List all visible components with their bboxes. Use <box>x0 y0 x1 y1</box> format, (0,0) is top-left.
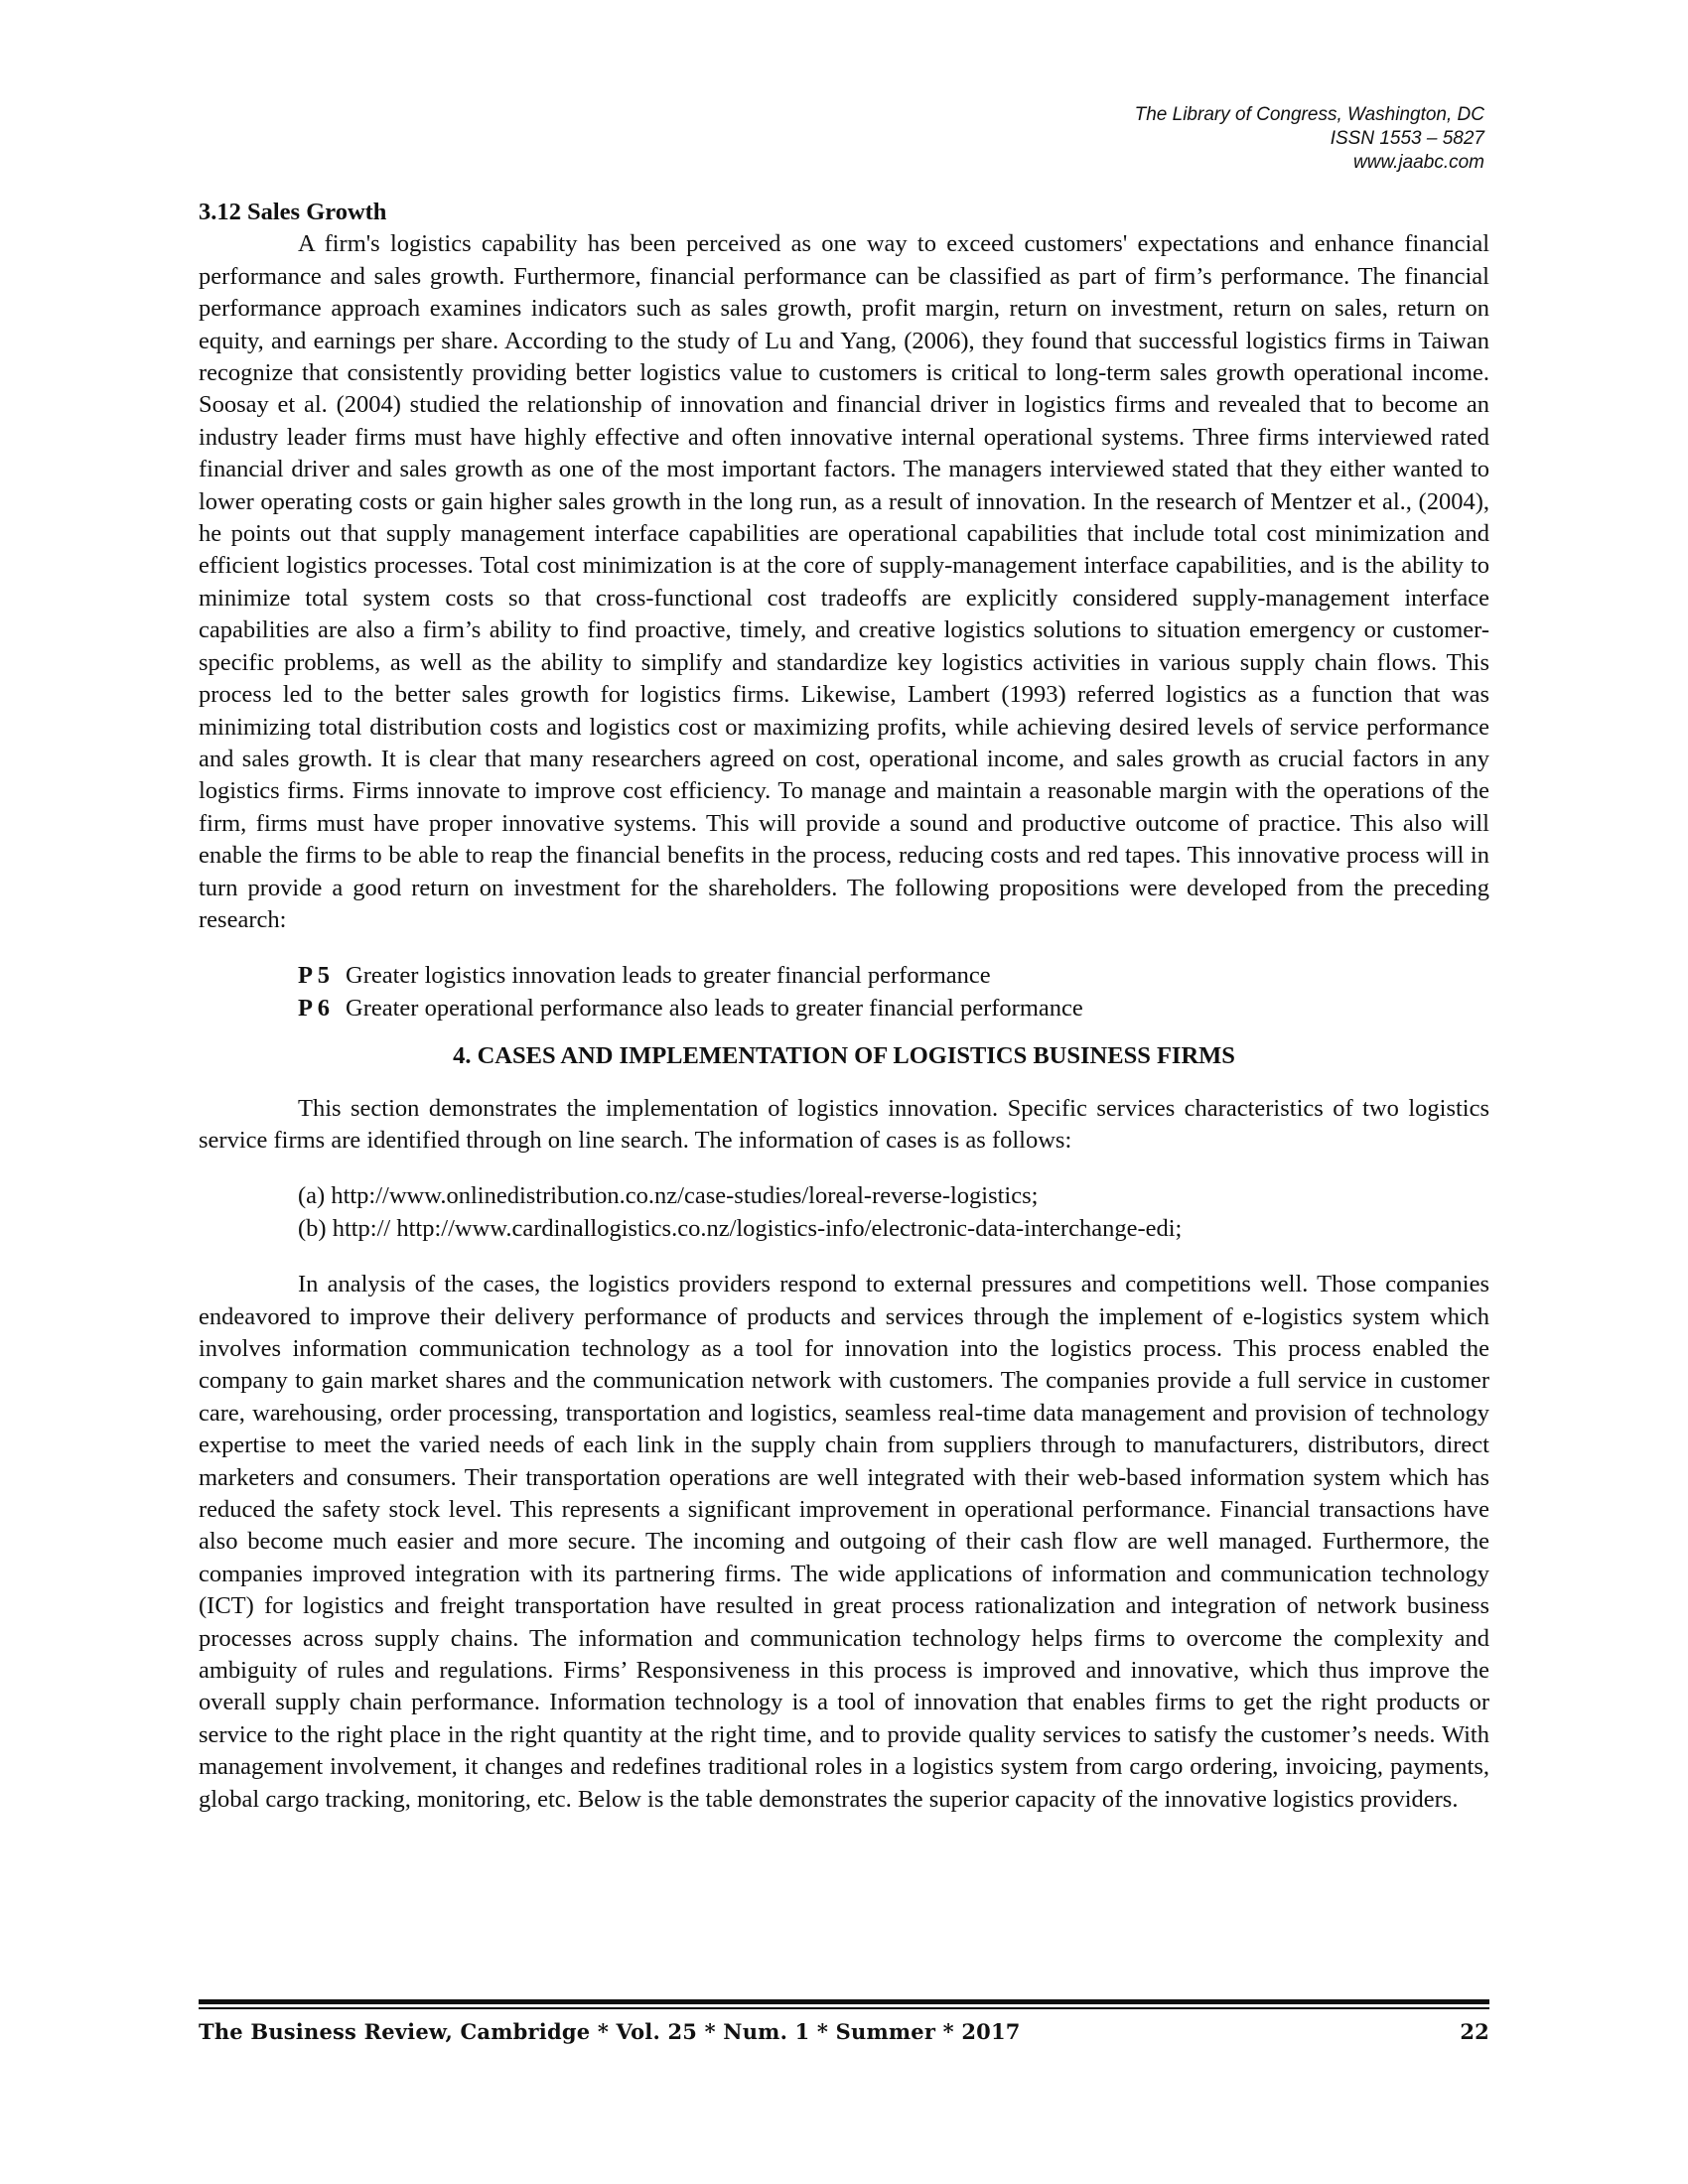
section-heading: 3.12 Sales Growth <box>199 199 387 225</box>
proposition-text: Greater operational performance also leads to greater financial performance <box>346 994 1083 1022</box>
proposition-item <box>298 960 1489 992</box>
analysis-paragraph: In analysis of the cases, the logistics providers respond to external pressures and competitions well. Those companies endeavored to improve their delivery performance of products and services through the implement of e-logistics system which involves information communication technology as a tool for innovation into the logistics process. This process enabled the company to gain market shares and the communication network with customers. The companies provide a full service in customer care, warehousing, order processing, transportation and logistics, seamless real-time data management and provision of technology expertise to meet the varied needs of each link in the supply chain from suppliers through to manufacturers, distributors, direct marketers and consumers. Their transportation operations are well integrated with their web-based information system which has reduced the safety stock level. This represents a significant improvement in operational performance. Financial transactions have also become much easier and more secure. The incoming and outgoing of their cash flow are well managed. Furthermore, the companies improved integration with its partnering firms. The wide applications of information and communication technology (ICT) for logistics and freight transportation have resulted in great process rationalization and integration of network business processes across supply chains. The information and communication technology helps firms to overcome the complexity and ambiguity of rules and regulations. Firms’ Responsiveness in this process is improved and innovative, which thus improve the overall supply chain performance. Information technology is a tool of innovation that enables firms to get the right products or service to the right place in the right quantity at the right time, and to provide quality services to satisfy the customer’s needs. With management involvement, it changes and redefines traditional roles in a logistics system from cargo ordering, invoicing, payments, global cargo tracking, monitoring, etc. Below is the table demonstrates the superior capacity of the innovative logistics providers. <box>199 1271 1489 1813</box>
footer-journal: The Business Review, Cambridge * Vol. 25 * Num. 1 * Summer * 2017 <box>199 2019 1021 2044</box>
page-body <box>199 197 1489 1816</box>
case-link: (b) http:// http://www.cardinallogistics.co.nz/logistics-info/electronic-data-interchange-edi; <box>298 1214 1183 1242</box>
proposition-label: P 5 <box>298 962 330 990</box>
propositions-list <box>298 960 1489 1024</box>
proposition-text: Greater logistics innovation leads to greater financial performance <box>346 962 991 990</box>
case-link: (a) http://www.onlinedistribution.co.nz/case-studies/loreal-reverse-logistics; <box>298 1182 1039 1210</box>
sales-growth-paragraph: A firm's logistics capability has been perceived as one way to exceed customers' expectations and enhance financial performance and sales growth. Furthermore, financial performance can be classified as part of firm’s performance. The financial performance approach examines indicators such as sales growth, profit margin, return on investment, return on sales, return on equity, and earnings per share. According to the study of Lu and Yang, (2006), they found that successful logistics firms in Taiwan recognize that consistently providing better logistics value to customers is critical to long-term sales growth operational income. Soosay et al. (2004) studied the relationship of innovation and financial driver in logistics firms and revealed that to become an industry leader firms must have highly effective and often innovative internal operational systems. Three firms interviewed rated financial driver and sales growth as one of the most important factors. The managers interviewed stated that they either wanted to lower operating costs or gain higher sales growth in the long run, as a result of innovation. In the research of Mentzer et al., (2004), he points out that supply management interface capabilities are operational capabilities that include total cost minimization and efficient logistics processes. Total cost minimization is at the core of supply-management interface capabilities, and is the ability to minimize total system costs so that cross-functional cost tradeoffs are explicitly considered supply-management interface capabilities are also a firm’s ability to find proactive, timely, and creative logistics solutions to situation emergency or customer-specific problems, as well as the ability to simplify and standardize key logistics activities in various supply chain flows. This process led to the better sales growth for logistics firms. Likewise, Lambert (1993) referred logistics as a function that was minimizing total distribution costs and logistics cost or maximizing profits, while achieving desired levels of service performance and sales growth. It is clear that many researchers agreed on cost, operational income, and sales growth as crucial factors in any logistics firms. Firms innovate to improve cost efficiency. To manage and maintain a reasonable margin with the operations of the firm, firms must have proper innovative systems. This will provide a sound and productive outcome of practice. This also will enable the firms to be able to reap the financial benefits in the process, reducing costs and red tapes. This innovative process will in turn provide a good return on investment for the shareholders. The following propositions were developed from the preceding research: <box>199 230 1489 933</box>
footer-rule-thin <box>199 2007 1489 2009</box>
section-4-intro: This section demonstrates the implementation of logistics innovation. Specific services characteristics of two logistics service firms are identified through on line search. The information of cases is as follows: <box>199 1094 1489 1154</box>
proposition-label: P 6 <box>298 994 330 1022</box>
page-footer <box>199 2019 1489 2044</box>
header-library: The Library of Congress, Washington, DC <box>1134 104 1484 125</box>
header-website: www.jaabc.com <box>1353 152 1484 173</box>
section-4-heading: 4. CASES AND IMPLEMENTATION OF LOGISTICS BUSINESS FIRMS <box>453 1042 1235 1070</box>
footer-rule-thick <box>199 1999 1489 2004</box>
case-links <box>298 1180 1489 1245</box>
header-issn: ISSN 1553 – 5827 <box>1330 128 1484 149</box>
page-number: 22 <box>1460 2019 1489 2044</box>
proposition-item <box>298 993 1489 1024</box>
running-header <box>889 103 1484 175</box>
